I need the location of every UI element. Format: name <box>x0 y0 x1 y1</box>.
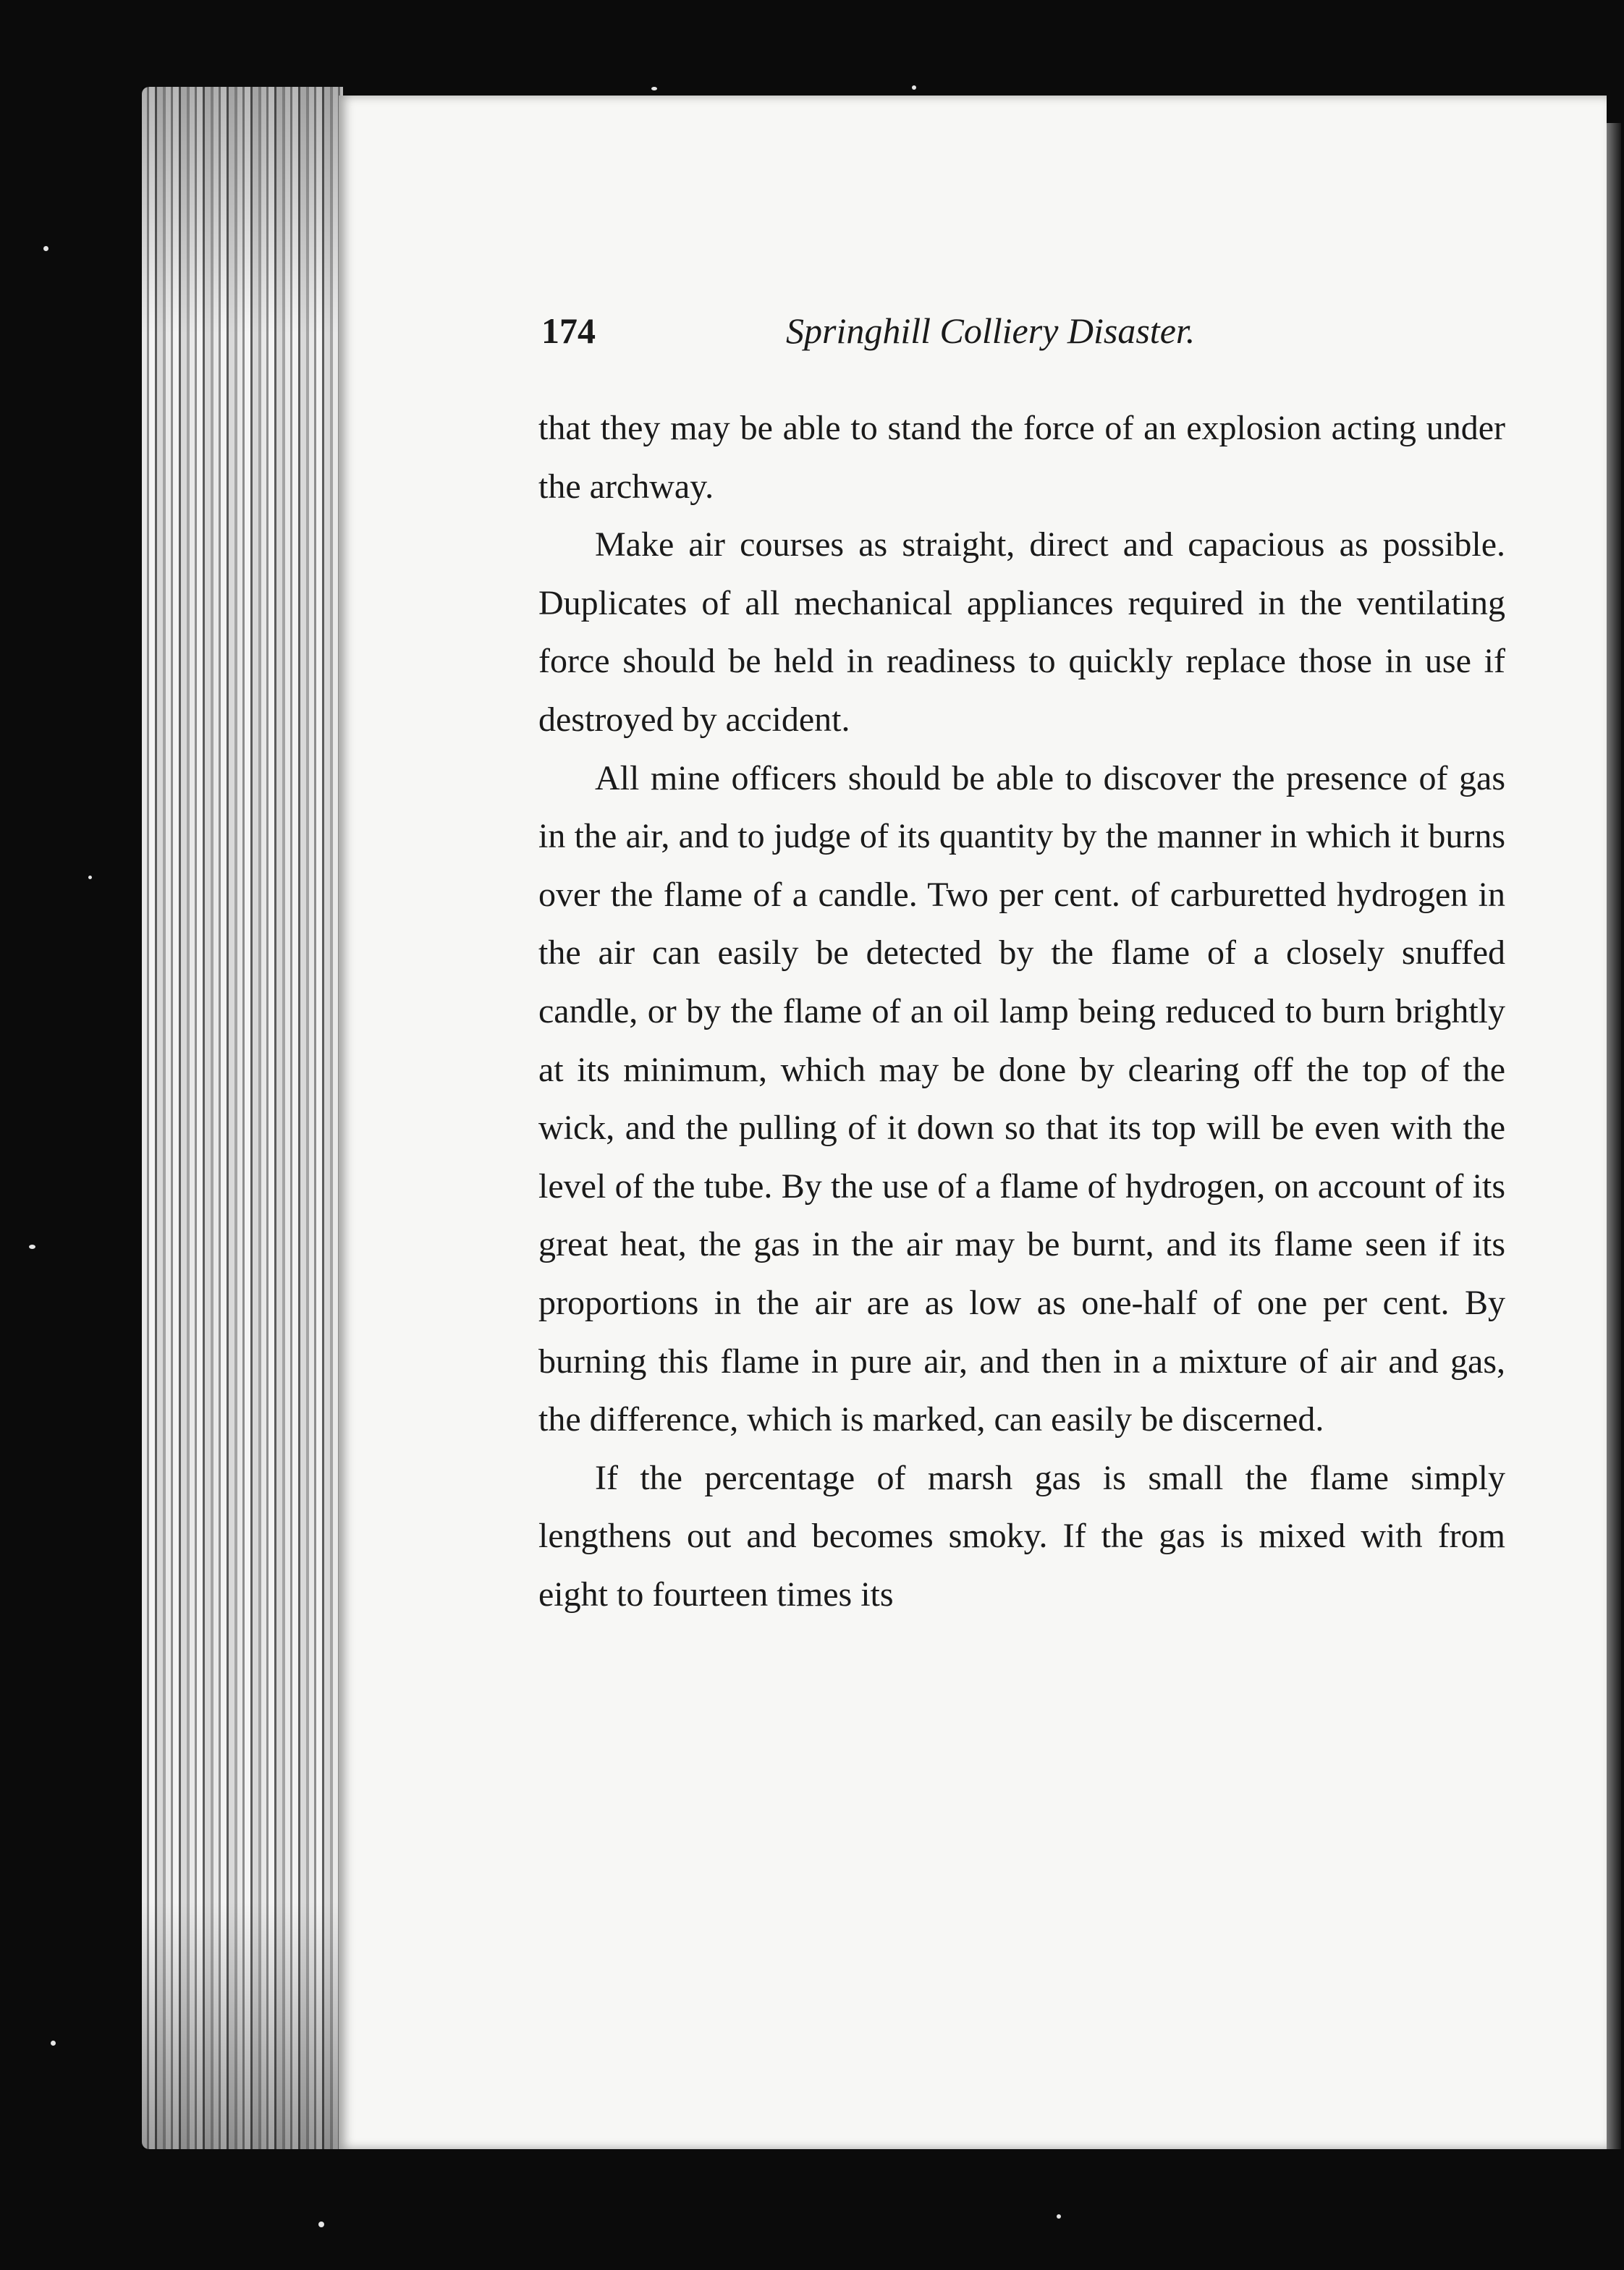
dust-speck <box>1057 2214 1061 2219</box>
paragraph-2: Make air courses as straight, direct and capacious as possible. Duplicates of all mechanical appliances required in the ventilating force should be held in readiness to quickly replace those in use if destroyed by accident. <box>538 525 1505 739</box>
dust-speck <box>318 2222 324 2227</box>
dust-speck <box>651 87 657 90</box>
book-page <box>339 96 1607 2149</box>
dust-speck <box>51 2041 56 2046</box>
body-text <box>538 399 1505 1624</box>
paragraph-4: If the percentage of marsh gas is small the flame simply lengthens out and becomes smoky. If the gas is mixed with from eight to fourteen times its <box>538 1458 1505 1614</box>
page-edge-stack <box>142 87 343 2149</box>
dust-speck <box>43 246 48 251</box>
paragraph-3: All mine officers should be able to discover the presence of gas in the air, and to judge of its quantity by the manner in which it burns over the flame of a candle. Two per cent. of carburetted hydrogen in the air can easily be detected by the flame of a closely snuffed candle, or by the flame of an oil lamp being reduced to burn brightly at its minimum, which may be done by clearing off the top of the wick, and the pulling of it down so that its top will be even with the level of the tube. By the use of a flame of hydrogen, on account of its great heat, the gas in the air may be burnt, and its flame seen if its proportions in the air are as low as one-half of one per cent. By burning this flame in pure air, and then in a mixture of air and gas, the difference, which is marked, can easily be discerned. <box>538 758 1505 1439</box>
running-head: Springhill Colliery Disaster. <box>786 310 1196 351</box>
dust-speck <box>29 1245 35 1249</box>
page-number: 174 <box>541 310 596 351</box>
dust-speck <box>912 85 916 90</box>
page-header <box>541 310 1287 368</box>
dust-speck <box>88 876 92 879</box>
paragraph-1: that they may be able to stand the force of an explosion acting under the archway. <box>538 409 1505 506</box>
